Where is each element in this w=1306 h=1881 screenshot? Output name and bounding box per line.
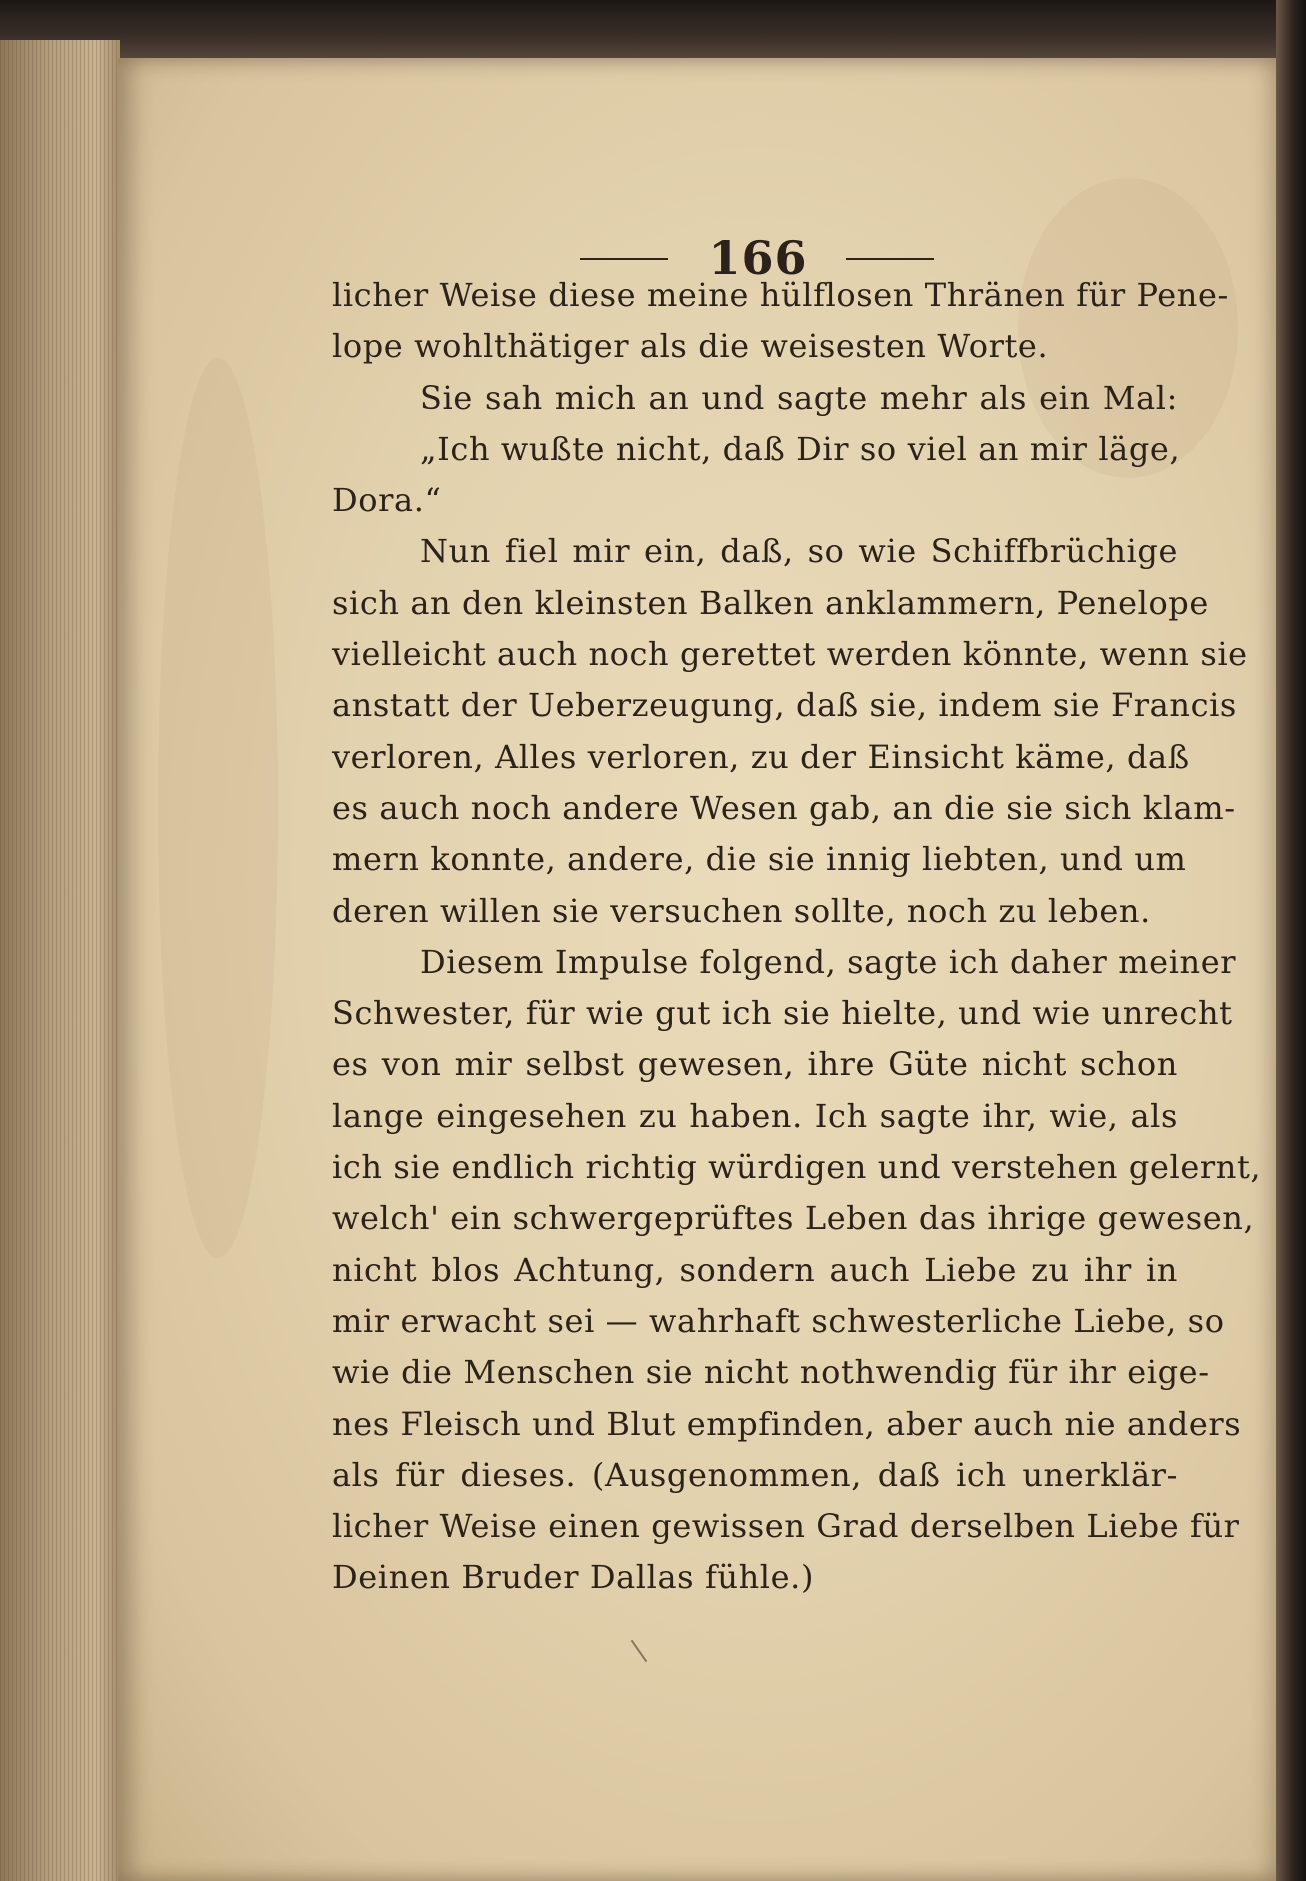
text-line: sich an den kleinsten Balken anklammern, Penelope [332, 583, 1209, 622]
text-line: welch' ein schwergeprüftes Leben das ihrige gewesen, [332, 1199, 1255, 1238]
text-line: verloren, Alles verloren, zu der Einsicht käme, daß [332, 737, 1190, 776]
text-line: Diesem Impulse folgend, sagte ich daher meiner [420, 942, 1237, 981]
text-line: vielleicht auch noch gerettet werden könnte, wenn sie [332, 635, 1248, 674]
text-line: licher Weise diese meine hülflosen Thränen für Pene- [332, 276, 1229, 314]
text-line: wie die Menschen sie nicht nothwendig für ihr eige- [332, 1353, 1210, 1392]
text-line: Deinen Bruder Dallas fühle.) [332, 1558, 815, 1597]
text-line: nes Fleisch und Blut empfinden, aber auch nie anders [332, 1404, 1242, 1443]
body-text [332, 270, 1262, 1604]
text-line: deren willen sie versuchen sollte, noch zu leben. [332, 891, 1151, 930]
header-rule-left [580, 258, 668, 260]
text-line: licher Weise einen gewissen Grad derselben Liebe für [332, 1507, 1240, 1546]
page-number: 166 [708, 231, 808, 285]
text-line: Dora.“ [332, 481, 442, 520]
text-line: „Ich wußte nicht, daß Dir so viel an mir läge, [420, 429, 1181, 468]
text-line: ich sie endlich richtig würdigen und verstehen gelernt, [332, 1148, 1262, 1187]
text-line: mern konnte, andere, die sie innig liebten, und um [332, 840, 1187, 879]
book-cover-right-edge [1276, 0, 1306, 1881]
text-line: Schwester, für wie gut ich sie hielte, und wie unrecht [332, 994, 1233, 1033]
text-line: es von mir selbst gewesen, ihre Güte nicht schon [332, 1045, 1178, 1084]
text-line: Nun fiel mir ein, daß, so wie Schiffbrüchige [420, 532, 1178, 571]
text-line: lange eingesehen zu haben. Ich sagte ihr, wie, als [332, 1096, 1178, 1135]
text-line: lope wohlthätiger als die weisesten Worte. [332, 327, 1049, 366]
book-cover-top-edge [0, 0, 1306, 62]
text-line: nicht blos Achtung, sondern auch Liebe zu ihr in [332, 1250, 1178, 1289]
text-line: mir erwacht sei — wahrhaft schwesterliche Liebe, so [332, 1301, 1225, 1340]
header-rule-right [846, 258, 934, 260]
text-line: anstatt der Ueberzeugung, daß sie, indem sie Francis [332, 686, 1237, 725]
page-block-edge [0, 40, 120, 1881]
paper-mark [631, 1640, 648, 1662]
paper-stain [158, 358, 278, 1258]
text-line: es auch noch andere Wesen gab, an die sie sich klam- [332, 788, 1236, 827]
text-line: als für dieses. (Ausgenommen, daß ich unerklär- [332, 1455, 1178, 1494]
text-line: Sie sah mich an und sagte mehr als ein Mal: [420, 378, 1178, 417]
